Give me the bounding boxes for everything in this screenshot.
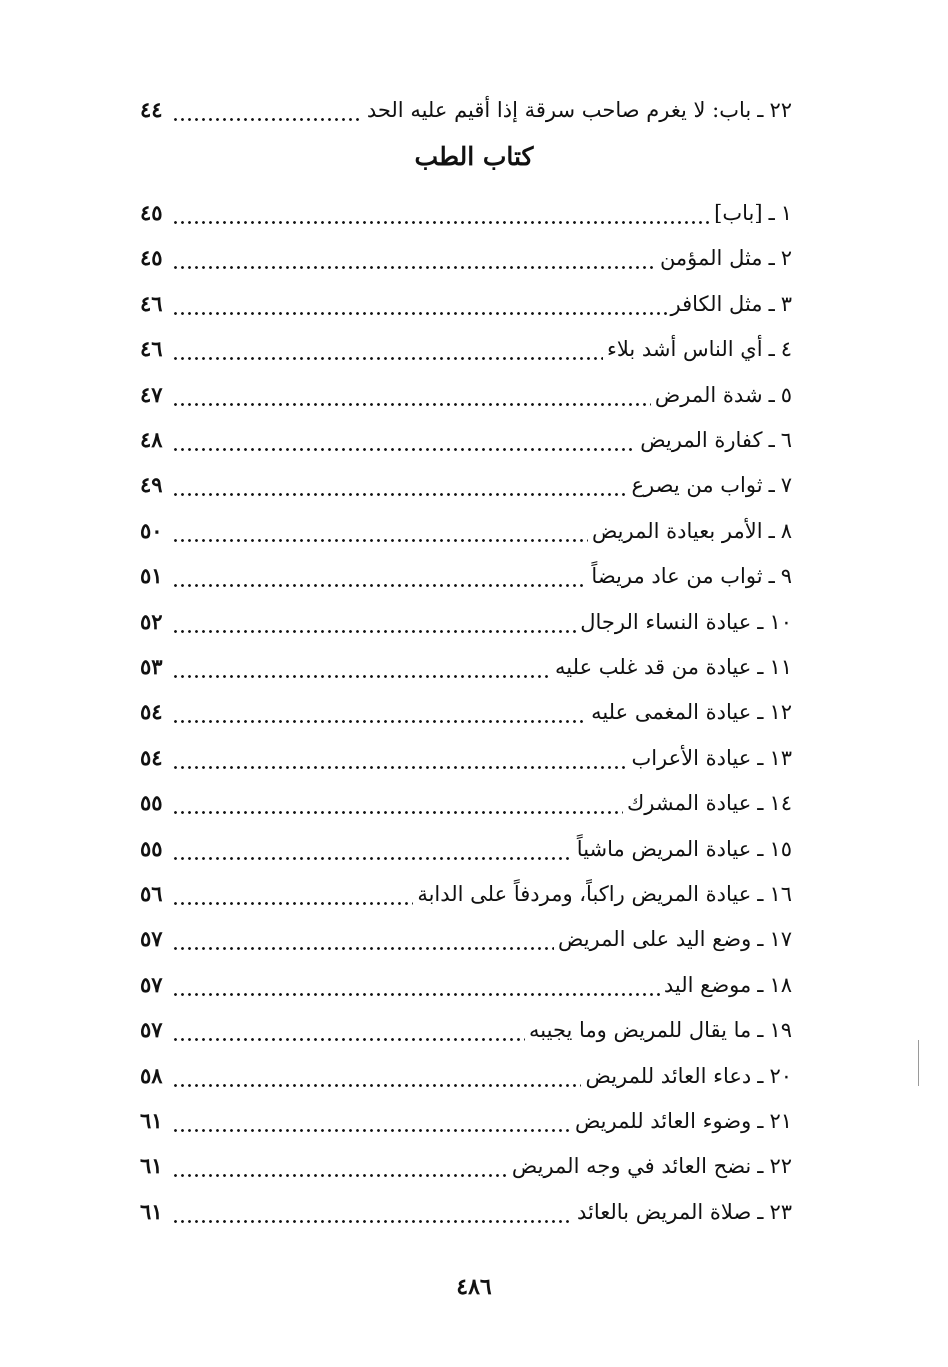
entry-number: ١ — [780, 201, 792, 225]
entry-page-number: ٤٥ — [140, 245, 163, 271]
entry-separator: ـ — [757, 1018, 764, 1043]
toc-entry — [140, 284, 792, 318]
entry-page-number: ٤٦ — [140, 336, 163, 362]
toc-entry — [140, 375, 792, 409]
entry-title: مثل المؤمن — [659, 246, 763, 271]
entry-separator: ـ — [768, 246, 775, 271]
dot-leader — [172, 426, 636, 454]
dot-leader — [172, 698, 587, 726]
entry-separator: ـ — [757, 927, 764, 952]
entry-separator: ـ — [768, 201, 775, 225]
entry-title: أي الناس أشد بلاء — [606, 337, 763, 362]
dot-leader — [172, 471, 628, 499]
entry-title: مثل الكافر — [670, 291, 763, 316]
entry-title: كفارة المريض — [640, 428, 763, 452]
entry-page-number: ٥٣ — [140, 654, 163, 679]
entry-page-number: ٦١ — [140, 1153, 163, 1179]
dot-leader — [172, 789, 623, 817]
entry-number: ١٦ — [769, 882, 792, 906]
entry-number: ٨ — [780, 518, 792, 543]
dot-leader — [172, 244, 656, 272]
dot-leader — [172, 517, 588, 545]
toc-entry — [140, 783, 792, 817]
entry-separator: ـ — [757, 655, 764, 679]
entry-page-number: ٦١ — [140, 1198, 163, 1224]
entry-page-number: ٥٢ — [140, 608, 163, 634]
entry-number: ٢٢ — [769, 1154, 792, 1179]
dot-leader — [172, 835, 573, 863]
dot-leader — [172, 96, 363, 124]
entry-title: الأمر بعيادة المريض — [591, 518, 763, 543]
toc-entry — [140, 692, 792, 726]
entry-separator: ـ — [757, 791, 764, 816]
entry-separator: ـ — [757, 836, 764, 861]
entry-number: ٦ — [780, 428, 792, 452]
entry-title: عيادة المريض راكباً، ومردفاً على الدابة — [417, 882, 752, 906]
entry-number: ١٣ — [769, 745, 792, 770]
entry-title: وضع اليد على المريض — [557, 927, 752, 952]
entry-page-number: ٥٧ — [140, 1017, 163, 1043]
toc-entry — [140, 1010, 792, 1044]
entry-page-number: ٥٦ — [140, 881, 163, 906]
entry-number: ٢٠ — [769, 1063, 792, 1088]
toc-entry — [140, 602, 792, 636]
section-heading: كتاب الطب — [414, 142, 534, 171]
toc-entry-top — [140, 90, 792, 124]
entry-page-number: ٤٥ — [140, 200, 163, 225]
dot-leader — [172, 1152, 508, 1180]
entry-number: ١٥ — [769, 836, 792, 861]
toc-entry — [140, 1146, 792, 1180]
dot-leader — [172, 880, 413, 908]
dot-leader — [172, 1107, 571, 1135]
entry-separator: ـ — [757, 1154, 764, 1179]
toc-entry — [140, 874, 792, 908]
entry-number: ١٢ — [769, 700, 792, 725]
toc-entry — [140, 238, 792, 272]
entry-separator: ـ — [768, 291, 775, 316]
toc-entry — [140, 1192, 792, 1226]
entry-separator: ـ — [757, 882, 764, 906]
entry-number: ١٨ — [769, 972, 792, 997]
toc-entry — [140, 1101, 792, 1135]
dot-leader — [172, 971, 660, 999]
entry-page-number: ٤٦ — [140, 290, 163, 316]
entry-separator: ـ — [768, 564, 775, 589]
entry-title: عيادة من قد غلب عليه — [555, 655, 752, 679]
entry-number: ٢١ — [769, 1109, 792, 1133]
entry-separator: ـ — [757, 1109, 764, 1133]
toc-entry — [140, 420, 792, 454]
entry-page-number: ٥٧ — [140, 926, 163, 952]
entry-page-number: ٥٧ — [140, 971, 163, 997]
entry-page-number: ٤٩ — [140, 472, 163, 498]
dot-leader — [172, 1016, 525, 1044]
entry-title: عيادة الأعراب — [631, 745, 752, 770]
entry-separator: ـ — [768, 382, 775, 407]
toc-entry — [140, 738, 792, 772]
toc-entry — [140, 965, 792, 999]
entry-separator: ـ — [768, 518, 775, 543]
dot-leader — [172, 653, 551, 681]
entry-number: ٧ — [780, 473, 792, 498]
entry-title: دعاء العائد للمريض — [585, 1063, 752, 1088]
toc-entry — [140, 1056, 792, 1090]
entry-separator: ـ — [757, 972, 764, 997]
entry-title: ما يقال للمريض وما يجيبه — [529, 1018, 752, 1043]
entry-title: عيادة المشرك — [626, 791, 752, 816]
entry-page-number: ٤٨ — [140, 427, 163, 452]
toc-entry — [140, 556, 792, 590]
dot-leader — [172, 925, 554, 953]
entry-number: ١٠ — [769, 609, 792, 634]
entry-separator: ـ — [757, 609, 764, 634]
entry-page-number: ٥٨ — [140, 1062, 163, 1088]
dot-leader — [172, 290, 667, 318]
toc-entry — [140, 329, 792, 363]
entry-page-number: ٥٥ — [140, 790, 163, 816]
entry-number: ٢٢ — [769, 98, 792, 122]
entry-separator: ـ — [757, 745, 764, 770]
entry-separator: ـ — [757, 1199, 764, 1224]
dot-leader — [172, 381, 651, 409]
entry-title: ثواب من عاد مريضاً — [591, 564, 763, 589]
entry-number: ١١ — [769, 655, 792, 679]
entry-title: ثواب من يصرع — [631, 473, 763, 498]
entry-separator: ـ — [757, 1063, 764, 1088]
dot-leader — [172, 744, 627, 772]
dot-leader — [172, 199, 710, 227]
entry-title: عيادة المريض ماشياً — [576, 836, 752, 861]
entry-number: ١٧ — [769, 927, 792, 952]
entry-number: ٩ — [780, 564, 792, 589]
dot-leader — [172, 608, 576, 636]
entry-title: عيادة النساء الرجال — [580, 609, 752, 634]
entry-number: ١٤ — [769, 791, 792, 816]
toc-entry — [140, 647, 792, 681]
toc-entry — [140, 829, 792, 863]
entry-title: عيادة المغمى عليه — [591, 700, 752, 725]
entry-separator: ـ — [768, 473, 775, 498]
entry-title: موضع اليد — [663, 972, 752, 997]
dot-leader — [172, 562, 587, 590]
dot-leader — [172, 1198, 573, 1226]
entry-separator: ـ — [757, 700, 764, 725]
entry-separator: ـ — [768, 428, 775, 452]
entry-page-number: ٥٠ — [140, 517, 163, 543]
entry-page-number: ٥٥ — [140, 835, 163, 861]
entry-page-number: ٤٧ — [140, 381, 163, 407]
entry-separator: ـ — [757, 98, 764, 122]
entry-title: باب: لا يغرم صاحب سرقة إذا أقيم عليه الحد — [366, 98, 752, 122]
page-number: ٤٨٦ — [456, 1274, 492, 1300]
entry-number: ٢٣ — [769, 1199, 792, 1224]
entry-page-number: ٦١ — [140, 1108, 163, 1133]
entry-number: ٢ — [780, 246, 792, 271]
toc-entry — [140, 511, 792, 545]
dot-leader — [172, 335, 603, 363]
dot-leader — [172, 1062, 581, 1090]
entry-title: نضح العائد في وجه المريض — [511, 1154, 752, 1179]
entry-page-number: ٤٤ — [140, 97, 163, 122]
toc-entry — [140, 465, 792, 499]
entry-page-number: ٥٤ — [140, 699, 163, 725]
entry-number: ٥ — [780, 382, 792, 407]
entry-title: [باب] — [714, 201, 763, 225]
entry-title: وضوء العائد للمريض — [574, 1109, 752, 1133]
toc-entry — [140, 919, 792, 953]
entry-number: ١٩ — [769, 1018, 792, 1043]
entry-page-number: ٥١ — [140, 563, 163, 589]
entry-title: شدة المرض — [654, 382, 763, 407]
entry-number: ٣ — [780, 291, 792, 316]
entry-page-number: ٥٤ — [140, 744, 163, 770]
entry-title: صلاة المريض بالعائد — [576, 1199, 752, 1224]
toc-entry — [140, 193, 792, 227]
margin-mark — [918, 1040, 919, 1086]
entry-separator: ـ — [768, 337, 775, 362]
entry-number: ٤ — [780, 337, 792, 362]
